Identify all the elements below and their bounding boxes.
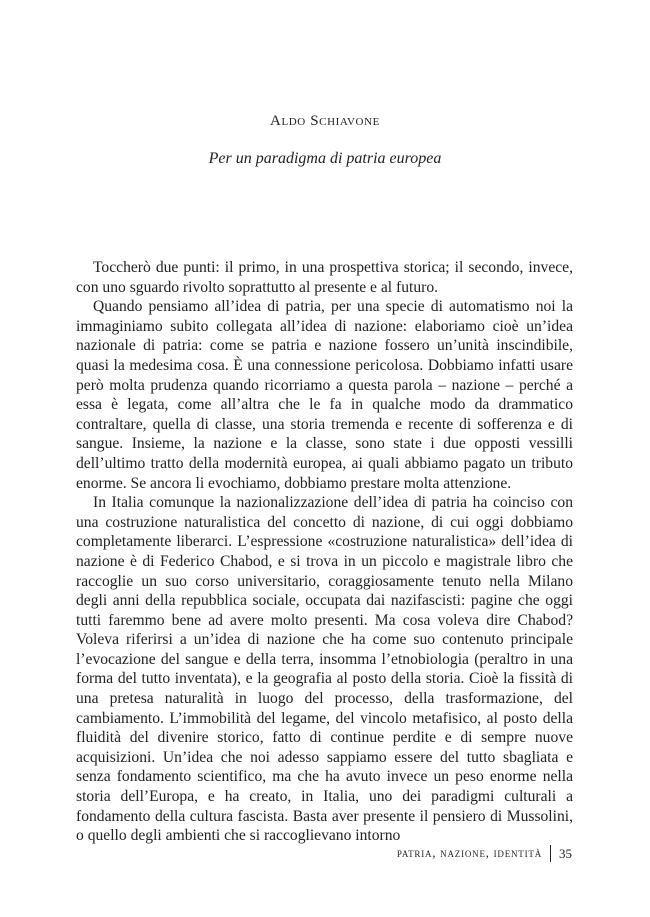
footer-separator	[550, 845, 551, 862]
paragraph: Toccherò due punti: il primo, in una prospettiva storica; il secondo, invece, con uno sguardo rivolto soprattutto al presente e al futuro.	[76, 259, 573, 296]
body-text	[76, 258, 573, 846]
page-number: 35	[559, 845, 572, 861]
paragraph: Quando pensiamo all’idea di patria, per una specie di automatismo noi la immaginiamo subito collegata all’idea di nazione: elaboriamo cioè un’idea nazionale di patria: come se patria e nazione fossero un’unità inscindibile, quasi la medesima cosa. È una connessione pericolosa. Dobbiamo infatti usare però molta prudenza quando ricorriamo a questa parola – nazione – perché a essa è legata, come all’altra che le fa in qualche modo da drammatico contraltare, quella di classe, una storia tremenda e recente di sofferenza e di sangue. Insieme, la nazione e la classe, sono state i due opposti vessilli dell’ultimo tratto della modernità europea, ai quali abbiamo pagato un tributo enorme. Se ancora li evochiamo, dobbiamo prestare molta attenzione.	[76, 298, 573, 492]
chapter-title: Per un paradigma di patria europea	[208, 150, 442, 167]
paragraph: In Italia comunque la nazionalizzazione dell’idea di patria ha coinciso con una costruzione naturalistica del concetto di nazione, di cui oggi dobbiamo completamente liberarci. L’espressione «costruzione naturalistica» dell’idea di nazione è di Federico Chabod, e si trova in un piccolo e magistrale libro che raccoglie un suo corso universitario, coraggiosamente tenuto nella Milano degli anni della repubblica sociale, occupata dai nazifascisti: pagine che oggi tutti faremmo bene ad avere molto presenti. Ma cosa voleva dire Chabod? Voleva riferirsi a un’idea di nazione che ha come suo contenuto principale l’evocazione del sangue e della terra, insomma l’etnobiologia (peraltro in una forma del tutto inventata), e la geografia al posto della storia. Cioè la fissità di una pretesa naturalità in luogo del processo, della trasformazione, del cambiamento. L’immobilità del legame, del vincolo metafisico, al posto della fluidità del divenire storico, fatto di continue perdite e di sempre nuove acquisizioni. Un’idea che noi adesso sappiamo essere del tutto sbagliata e senza fondamento scientifico, ma che ha avuto invece un peso enorme nella storia dell’Europa, e ha creato, in Italia, uno dei paradigmi culturali a fondamento della cultura fascista. Basta aver presente il pensiero di Mussolini, o quello degli ambienti che si raccoglievano intorno	[76, 494, 573, 845]
running-head: patria, nazione, identità	[396, 846, 542, 860]
page-footer	[397, 845, 572, 862]
author-name: Aldo Schiavone	[270, 113, 380, 129]
